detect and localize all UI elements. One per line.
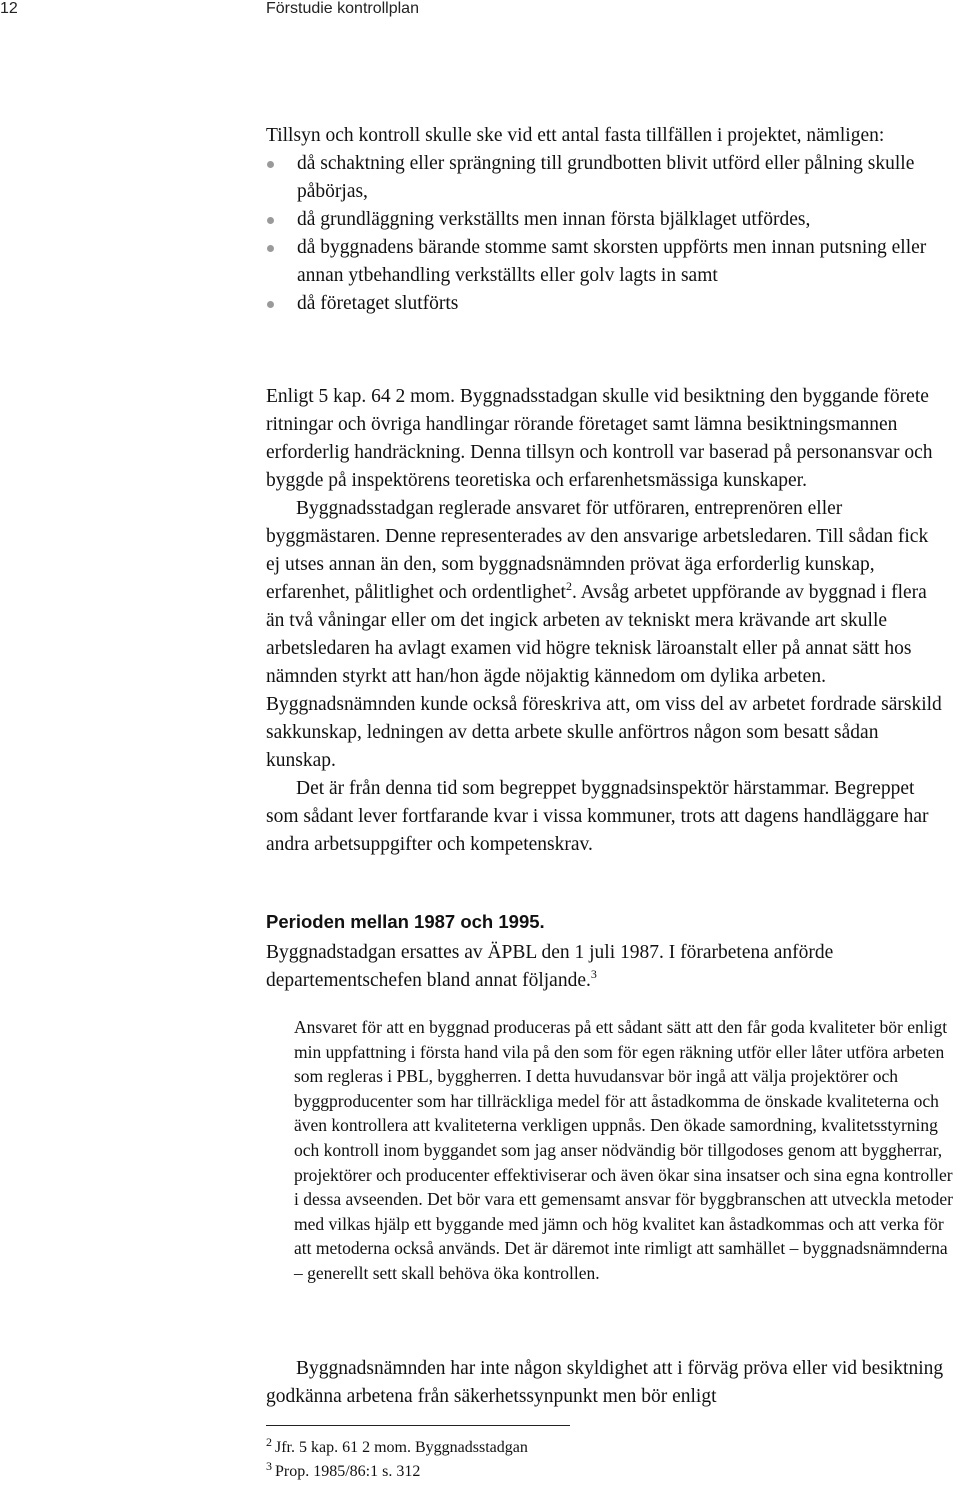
paragraph-text: Byggnadstadgan ersattes av ÄPBL den 1 juli 1987. I förarbetena anförde departementschefen bland annat följande. xyxy=(266,942,834,991)
paragraph: Byggnadsnämnden har inte någon skyldighet att i förväg pröva eller vid besiktning godkänna arbetena från säkerhetssynpunkt men bör enligt xyxy=(266,1358,944,1407)
paragraph: Enligt 5 kap. 64 2 mom. Byggnadsstadgan skulle vid besiktning den byggande förete ritningar och övriga handlingar rörande företaget samt lämna besiktningsmannen erforderlig handräckning. Denna tillsyn och kontroll var baserad på personansvar och byggde på inspektörens teoretiska och erfarenhetsmässiga kunskaper. xyxy=(266,386,933,491)
footnotes xyxy=(266,1436,528,1484)
paragraph-text: Byggnadsstadgan reglerade ansvaret för utföraren, entreprenören eller byggmästaren. Denne representerades av den ansvarige arbetsledaren. Till sådan fick ej utses annan än den, som byggnadsnämnden prövat äga erforderlig kunskap, erfarenhet, pålitlighet och ordentlighet xyxy=(266,498,929,603)
list-item-text: då företaget slutförts xyxy=(297,293,459,314)
list-item xyxy=(266,206,946,234)
list-item-text: då byggnadens bärande stomme samt skorsten uppförts men innan putsning eller annan ytbehandling verkställts eller golv lagts in samt xyxy=(297,237,927,286)
intro-lead: Tillsyn och kontroll skulle ske vid ett antal fasta tillfällen i projektet, nämligen: xyxy=(266,125,885,146)
footnote-ref: 3 xyxy=(590,967,597,981)
footnote xyxy=(266,1460,528,1484)
list-item xyxy=(266,150,946,206)
page-number: 12 xyxy=(0,0,18,17)
bullet-icon xyxy=(267,161,274,168)
bullet-icon xyxy=(267,245,274,252)
section-continuation xyxy=(266,1355,946,1411)
inspection-occasions-list xyxy=(266,150,946,318)
footnote-mark: 3 xyxy=(266,1459,272,1473)
quote-text: Ansvaret för att en byggnad produceras på ett sådant sätt att den får goda kvaliteter bör enligt min uppfattning i första hand vila på den som för egen räkning utför eller låter utföra arbeten som regleras i PBL, byggherren. I detta huvudansvar bör ingå att välja projektörer och byggproducenter som har tillräckliga medel för att åstadkomma de önskade kvaliteterna och även kontrollera att kvaliteterna verkligen uppnås. Den ökade samordning, kvalitetsstyrning och kontroll inom byggandet som jag anser nödvändig bör tillgodoses genom att byggherrar, projektörer och producenter effektiviserar och även ökar sina insatser och sina egna kontroller i dessa avseenden. Det bör vara ett gemensamt ansvar för byggbranschen att utveckla metoder med vilkas hjälp ett byggande med jämn och hög kvalitet kan åstadkommas och att verka för att metoderna också används. Det är däremot inte rimligt att samhället – byggnadsnämnderna – generellt sett skall behöva öka kontrollen. xyxy=(294,1017,953,1283)
section-byggnadsstadgan xyxy=(266,383,946,859)
footnote-ref: 2 xyxy=(565,579,572,593)
list-item-text: då schaktning eller sprängning till grundbotten blivit utförd eller pålning skulle påbörjas, xyxy=(297,153,915,202)
section-heading: Perioden mellan 1987 och 1995. xyxy=(266,911,545,932)
paragraph xyxy=(266,495,946,775)
footnote-text: Jfr. 5 kap. 61 2 mom. Byggnadsstadgan xyxy=(275,1439,528,1456)
bullet-icon xyxy=(267,301,274,308)
intro-section xyxy=(266,122,946,318)
list-item-text: då grundläggning verkställts men innan första bjälklaget utfördes, xyxy=(297,209,811,230)
paragraph: Det är från denna tid som begreppet byggnadsinspektör härstammar. Begreppet som sådant lever fortfarande kvar i vissa kommuner, trots att dagens handläggare har andra arbetsuppgifter och kompetenskrav. xyxy=(266,778,929,855)
footnote xyxy=(266,1436,528,1460)
footnote-divider xyxy=(266,1425,570,1426)
paragraph-text: . Avsåg arbetet uppförande av byggnad i flera än två våningar eller om det ingick arbeten av tekniskt mera krävande art skulle arbetsledaren ha avlagt examen vid högre teknisk läroanstalt eller på annat sätt hos nämnden styrkt att han/hon ägde nöjaktig kännedom om dylika arbeten. Byggnadsnämnden kunde också föreskriva att, om viss del av arbetet fordrade särskild sakkunskap, ledningen av detta arbete skulle anförtros någon som besatt sådan kunskap. xyxy=(266,582,942,771)
section-period-1987-1995 xyxy=(266,939,946,995)
paragraph xyxy=(266,939,946,995)
list-item xyxy=(266,290,946,318)
footnote-mark: 2 xyxy=(266,1435,272,1449)
bullet-icon xyxy=(267,217,274,224)
list-item xyxy=(266,234,946,290)
block-quote xyxy=(294,1015,960,1286)
footnote-text: Prop. 1985/86:1 s. 312 xyxy=(275,1463,421,1480)
running-title: Förstudie kontrollplan xyxy=(266,0,419,17)
